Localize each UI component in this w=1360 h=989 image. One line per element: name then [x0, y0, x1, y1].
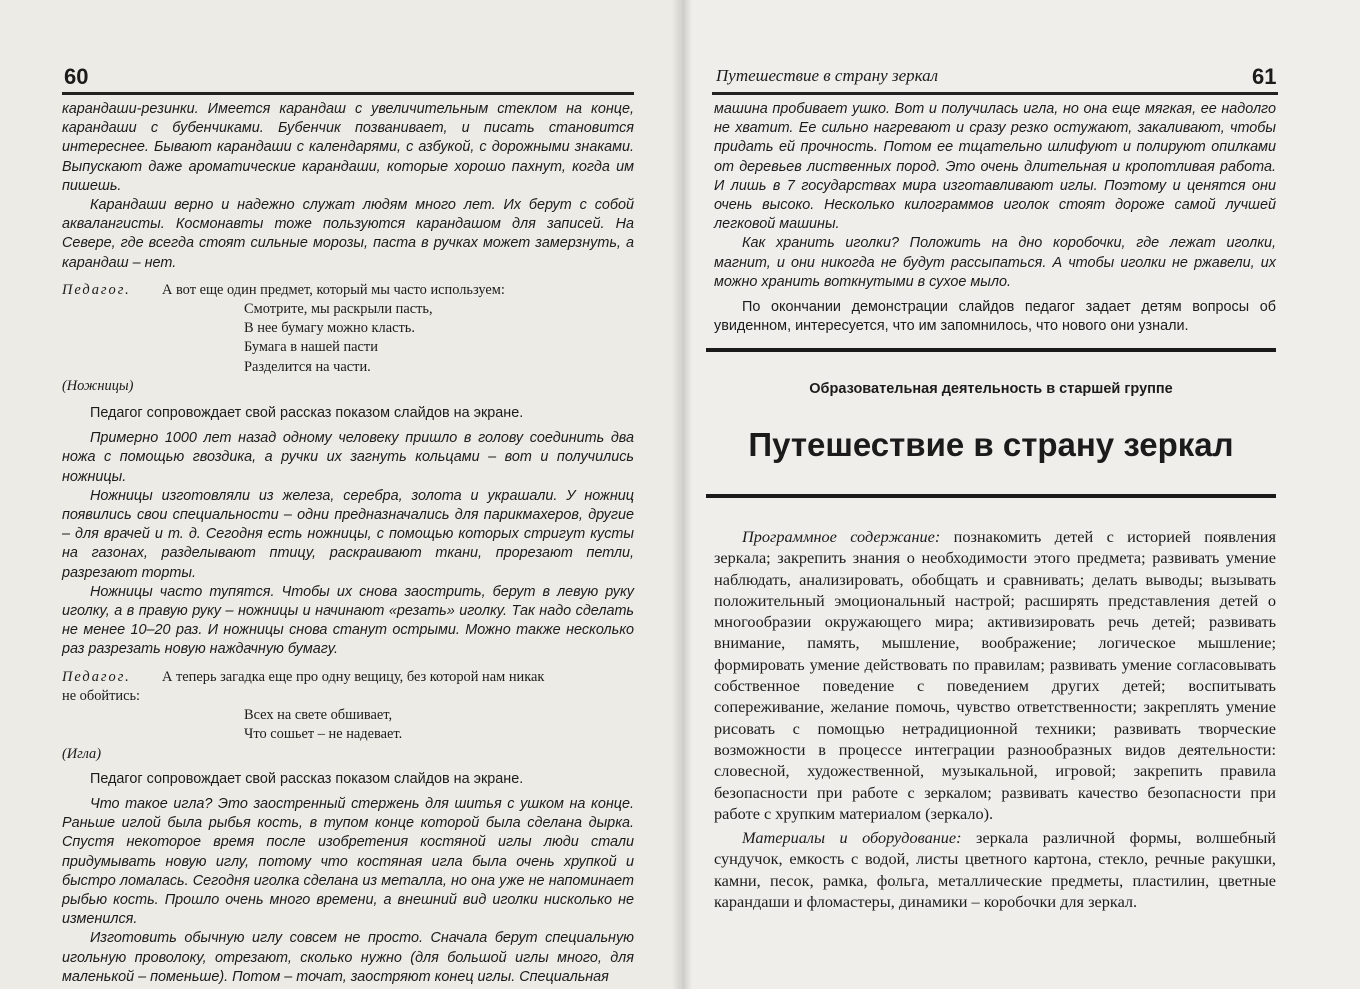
- riddle-verse: [244, 706, 634, 744]
- section-rule-bottom: [706, 494, 1276, 498]
- pencils-paragraph: карандаши-резинки. Имеется карандаш с увеличительным стеклом на конце, карандаши с бубенчиками. Бубенчик позванивает, и писать становится интереснее. Бывают карандаши с календарями, с азбукой, с дорожными знаками. Выпускают даже ароматические карандаши, которые хорошо пахнут, когда им пишешь.: [62, 101, 634, 194]
- verse-line: В нее бумагу можно класть.: [244, 320, 415, 337]
- closing-paragraph: По окончании демонстрации слайдов педагог задает детям вопросы об увиденном, интересуется, что им запомнилось, что нового они узнали.: [714, 299, 1276, 335]
- speaker-label: Педагог.: [62, 668, 131, 685]
- section-subtitle: Образовательная деятельность в старшей группе: [809, 381, 1173, 397]
- page-number-left: 60: [64, 64, 89, 89]
- materials-label: Материалы и оборудование:: [742, 828, 962, 848]
- program-text: познакомить детей с историей появления зеркала; закрепить знания о необходимости этого предмета; развивать умение наблюдать, анализировать, обобщать и сравнивать; делать выводы; вызывать положительный эмоциональный настрой; расширять представления детей о многообразии окружающего мира; активизировать речь детей; развивать внимание, память, мышление, воображение; логическое мышление; формировать умение действовать по правилам; развивать умение согласовывать собственное поведение с поведением других детей; воспитывать сопереживание, желание помочь, чувство ответственности; закреплять умение рисовать с помощью нетрадиционной техники; развивать творческие возможности в процессе интеграции разнообразных видов деятельности: словесной, художественной, музыкальной, игровой; закрепить правила безопасности при работе с зеркалом; развивать качество безопасности при работе с хрупким материалом (зеркало).: [714, 527, 1276, 823]
- program-content-paragraph: [714, 526, 1276, 824]
- speaker-label: Педагог.: [62, 281, 131, 298]
- pencils-usage-paragraph: Карандаши верно и надежно служат людям много лет. Их берут с собой аквалангисты. Космонавты тоже пользуются карандашом для записей. На Севере, где всегда стоят сильные морозы, паста в ручках может замерзнуть, а карандаш – нет.: [62, 197, 634, 271]
- materials-text: зеркала различной формы, волшебный сундучок, емкость с водой, листы цветного картона, стекло, речные ракушки, камни, песок, рамка, фольга, металлические предметы, пластилин, цветные карандаши и фломастеры, динамики – коробочки для зеркал.: [714, 828, 1276, 912]
- left-column: [62, 100, 634, 987]
- lesson-description: [714, 526, 1276, 912]
- scissors-paragraph: Примерно 1000 лет назад одному человеку пришло в голову соединить два ножа с помощью гвоздика, а ручки их загнуть кольцами – вот и получились ножницы.: [62, 430, 634, 485]
- slides-note: Педагог сопровождает свой рассказ показом слайдов на экране.: [90, 770, 524, 787]
- riddle-verse: [244, 300, 634, 377]
- riddle-answer: (Игла): [62, 745, 102, 762]
- needle-storage-paragraph: Как хранить иголки? Положить на дно коробочки, где лежат иголки, магнит, и они никогда не будут рассыпаться. А чтобы иголки не ржавели, их можно хранить воткнутыми в сухое мыло.: [714, 235, 1276, 290]
- section-title: Путешествие в страну зеркал: [748, 426, 1234, 463]
- verse-line: Разделится на части.: [244, 358, 371, 375]
- header-rule-right: [712, 92, 1278, 95]
- header-rule-left: [62, 92, 634, 95]
- riddle-intro-continued: не обойтись:: [62, 687, 141, 704]
- riddle-answer: (Ножницы): [62, 377, 134, 394]
- page-number-right: 61: [1252, 64, 1277, 89]
- verse-line: Бумага в нашей пасти: [244, 339, 378, 356]
- riddle-intro: А вот еще один предмет, который мы часто используем:: [162, 281, 505, 298]
- section-rule-top: [706, 348, 1276, 352]
- scissors-paragraph: Ножницы часто тупятся. Чтобы их снова заострить, берут в левую руку иголку, а в правую руку – ножницы и начинают «резать» иголку. Так надо сделать не менее 10–20 раз. И ножницы снова станут острыми. Можно также несколько раз разрезать новую наждачную бумагу.: [62, 583, 634, 658]
- program-label: Программное содержание:: [742, 527, 941, 546]
- right-top-column: [714, 100, 1276, 336]
- riddle-scissors: [62, 281, 634, 396]
- riddle-intro: А теперь загадка еще про одну вещицу, без которой нам никак: [162, 668, 545, 685]
- book-gutter: [672, 0, 692, 989]
- needle-making-paragraph: машина пробивает ушко. Вот и получилась игла, но она еще мягкая, ее надолго не хватит. Ее сильно нагревают и сразу резко остужают, закаливают, чтобы придать ей прочность. Потом ее тщательно шлифуют и полируют опилками от деревьев лиственных пород. Это очень длительная и кропотливая работа. И лишь в 7 государствах мира изготавливают иглы. Поэтому и ценятся они очень высоко. Несколько килограммов иголок стоят дороже самой лучшей легковой машины.: [714, 101, 1276, 233]
- needle-paragraph: Изготовить обычную иглу совсем не просто. Сначала берут специальную игольную проволоку, отрезают, сколько нужно (для большой иглы много, для маленькой – поменьше). Потом – точат, заостряют конец иглы. Специальная: [62, 930, 634, 985]
- slides-note: Педагог сопровождает свой рассказ показом слайдов на экране.: [90, 405, 524, 422]
- scissors-paragraph: Ножницы изготовляли из железа, серебра, золота и украшали. У ножниц появились свои специальности – одни предназначались для парикмахеров, другие – для врачей и т. д. Сегодня есть ножницы, с помощью которых стригут кусты на газонах, разделывают птицу, раскраивают ткани, прорезают петли, разрезают торты.: [62, 487, 634, 581]
- needle-paragraph: Что такое игла? Это заостренный стержень для шитья с ушком на конце. Раньше иглой была рыбья кость, в тупом конце которой была сделана дырка. Спустя некоторое время после изобретения костяной иглы люди стали придумывать новую иглу, потому что костяная игла была очень хрупкой и быстро ломалась. Сегодня иголка сделана из металла, но она уже не напоминает рыбью кость. Прошло очень много времени, а внешний вид иголки нисколько не изменился.: [62, 795, 634, 928]
- materials-paragraph: [714, 827, 1276, 912]
- verse-line: Всех на свете обшивает,: [244, 707, 393, 724]
- running-header: Путешествие в страну зеркал: [716, 66, 939, 85]
- verse-line: Что сошьет – не надевает.: [244, 726, 403, 743]
- verse-line: Смотрите, мы раскрыли пасть,: [244, 301, 433, 318]
- riddle-needle: [62, 668, 634, 764]
